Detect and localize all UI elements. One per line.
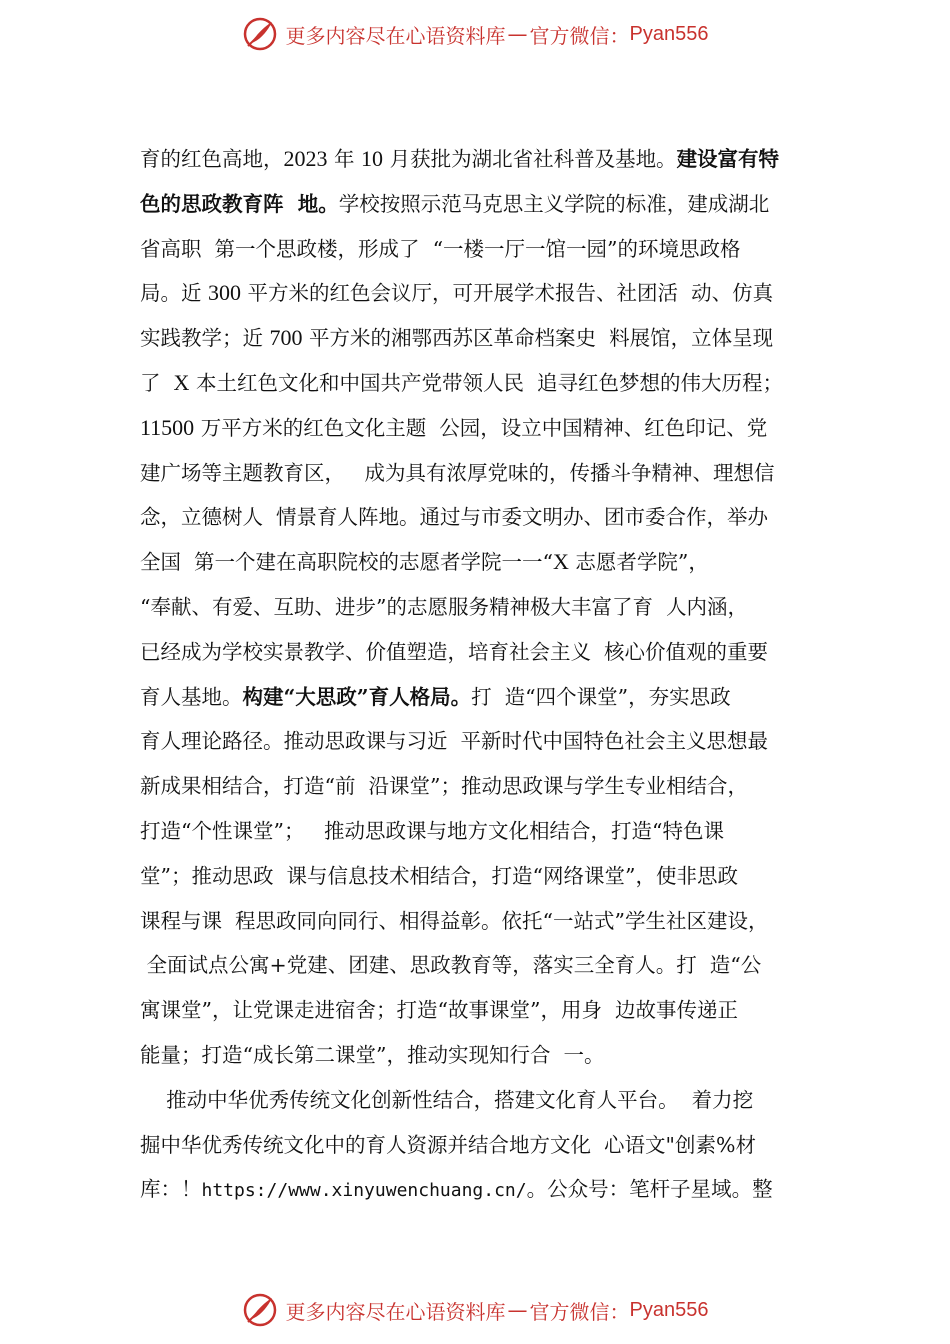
text-line	[140, 764, 840, 809]
banner-wechat-id: Pyan556	[629, 1298, 709, 1321]
text-span: 打造“个性课堂”； 推动思政课与地方文化相结合，打造“特色课	[140, 818, 724, 843]
text-span: 志愿者学院”，	[568, 550, 709, 575]
text-span: 能量；打造“成长第二课堂”，推动实现知行合 一。	[140, 1042, 605, 1067]
text-span: 万平方米的红色文化主题 公园，设立中国精神、红色印记、党	[194, 415, 768, 440]
text-span: 年	[327, 147, 362, 171]
text-span: 平方米的湘鄂西苏区革命档案史 料展馆，立体呈现	[302, 326, 774, 351]
text-span: 打 造“四个课堂”，夯实思政	[471, 684, 731, 709]
text-line	[140, 540, 840, 585]
feather-pen-logo-icon	[242, 16, 278, 52]
text-span: 课程与课 程思政同向同行、相得益彰。依托“一站式”学生社区建设，	[140, 908, 769, 933]
document-body	[140, 137, 840, 1212]
text-line	[140, 943, 840, 988]
text-line	[140, 1123, 840, 1168]
text-line	[140, 1167, 840, 1212]
text-line	[140, 495, 840, 540]
text-span: 全面试点公寓+党建、团建、思政教育等，落实三全育人。打 造“公	[140, 953, 762, 978]
text-span: 300	[208, 280, 242, 306]
text-span: 学校按照示范马克思主义学院的标准，建成湖北	[338, 191, 770, 216]
text-line	[140, 1033, 840, 1078]
header-watermark-banner	[0, 14, 950, 54]
text-span: 平方米的红色会议厅，可开展学术报告、社团活 动、仿真	[241, 281, 774, 306]
text-span: 念，立德树人 情景育人阵地。通过与市委文明办、团市委合作，举办	[140, 505, 769, 530]
text-span: 建广场等主题教育区， 成为具有浓厚党味的，传播斗争精神、理想信	[140, 460, 775, 485]
banner-separator: —	[507, 22, 528, 46]
banner-wechat-id: Pyan556	[629, 22, 709, 45]
text-span: 省高职 第一个思政楼，形成了 “一楼一厅一馆一园”的环境思政格	[140, 236, 741, 261]
feather-pen-logo-icon	[242, 1292, 278, 1328]
text-span: 。公众号：笔杆子星域。整	[526, 1177, 773, 1202]
text-line	[140, 854, 840, 899]
text-span: 局。近	[140, 281, 209, 306]
banner-wechat-label: 官方微信：	[529, 1299, 630, 1324]
text-line	[140, 988, 840, 1033]
text-span: 育的红色高地，	[140, 147, 284, 171]
text-line	[140, 227, 840, 272]
banner-separator: —	[507, 1298, 528, 1322]
text-span: 11500	[140, 414, 195, 440]
text-line	[140, 719, 840, 764]
bold-heading-text: 构建“大思政”育人格局。	[242, 684, 472, 709]
text-line	[140, 1078, 840, 1123]
text-line	[140, 451, 840, 496]
text-line	[140, 630, 840, 675]
text-line	[140, 675, 840, 720]
text-span: 堂”；推动思政 课与信息技术相结合，打造“网络课堂”，使非思政	[140, 863, 738, 888]
text-line	[140, 406, 840, 451]
text-span: 700	[269, 325, 303, 351]
text-span: 掘中华优秀传统文化中的育人资源并结合地方文化 心语文"创素%材	[140, 1132, 756, 1157]
text-line	[140, 271, 840, 316]
text-span: 育人理论路径。推动思政课与习近 平新时代中国特色社会主义思想最	[140, 729, 769, 754]
url-text: https://www.xinyuwenchuang.cn/	[201, 1180, 527, 1202]
text-span: 寓课堂”，让党课走进宿舍；打造“故事课堂”，用身 边故事传递正	[140, 998, 738, 1023]
text-span: X	[553, 549, 569, 575]
text-span: 本土红色文化和中国共产党带领人民 追寻红色梦想的伟大历程；	[189, 370, 783, 395]
text-line	[140, 137, 840, 182]
text-span: 全国 第一个建在高职院校的志愿者学院一一“	[140, 550, 554, 575]
text-span: 推动中华优秀传统文化创新性结合，搭建文化育人平台。 着力挖	[140, 1087, 754, 1112]
banner-text: 更多内容尽在心语资料库	[285, 1299, 506, 1324]
text-span: 已经成为学校实景教学、价值塑造，培育社会主义 核心价值观的重要	[140, 639, 769, 664]
footer-watermark-banner	[0, 1290, 950, 1330]
text-line	[140, 316, 840, 361]
text-span: 新成果相结合，打造“前 沿课堂”；推动思政课与学生专业相结合，	[140, 774, 748, 799]
banner-wechat-label: 官方微信：	[529, 23, 630, 48]
text-span: 了	[140, 370, 174, 395]
text-span: 10	[361, 146, 384, 171]
text-line	[140, 361, 840, 406]
text-span: 2023	[283, 146, 328, 171]
text-line	[140, 809, 840, 854]
text-line	[140, 585, 840, 630]
text-line	[140, 182, 840, 227]
text-span: X	[173, 369, 190, 395]
text-line	[140, 899, 840, 944]
text-span: 育人基地。	[140, 684, 243, 709]
bold-heading-text: 建设富有特	[676, 147, 780, 171]
bold-heading-text: 色的思政教育阵 地。	[140, 191, 339, 216]
banner-text: 更多内容尽在心语资料库	[285, 23, 506, 48]
text-span: “奉献、有爱、互助、进步”的志愿服务精神极大丰富了育 人内涵，	[140, 594, 748, 619]
text-span: 月获批为湖北省社科普及基地。	[383, 147, 677, 171]
text-span: 实践教学；近	[140, 326, 270, 351]
text-span: 库：！	[140, 1177, 202, 1202]
